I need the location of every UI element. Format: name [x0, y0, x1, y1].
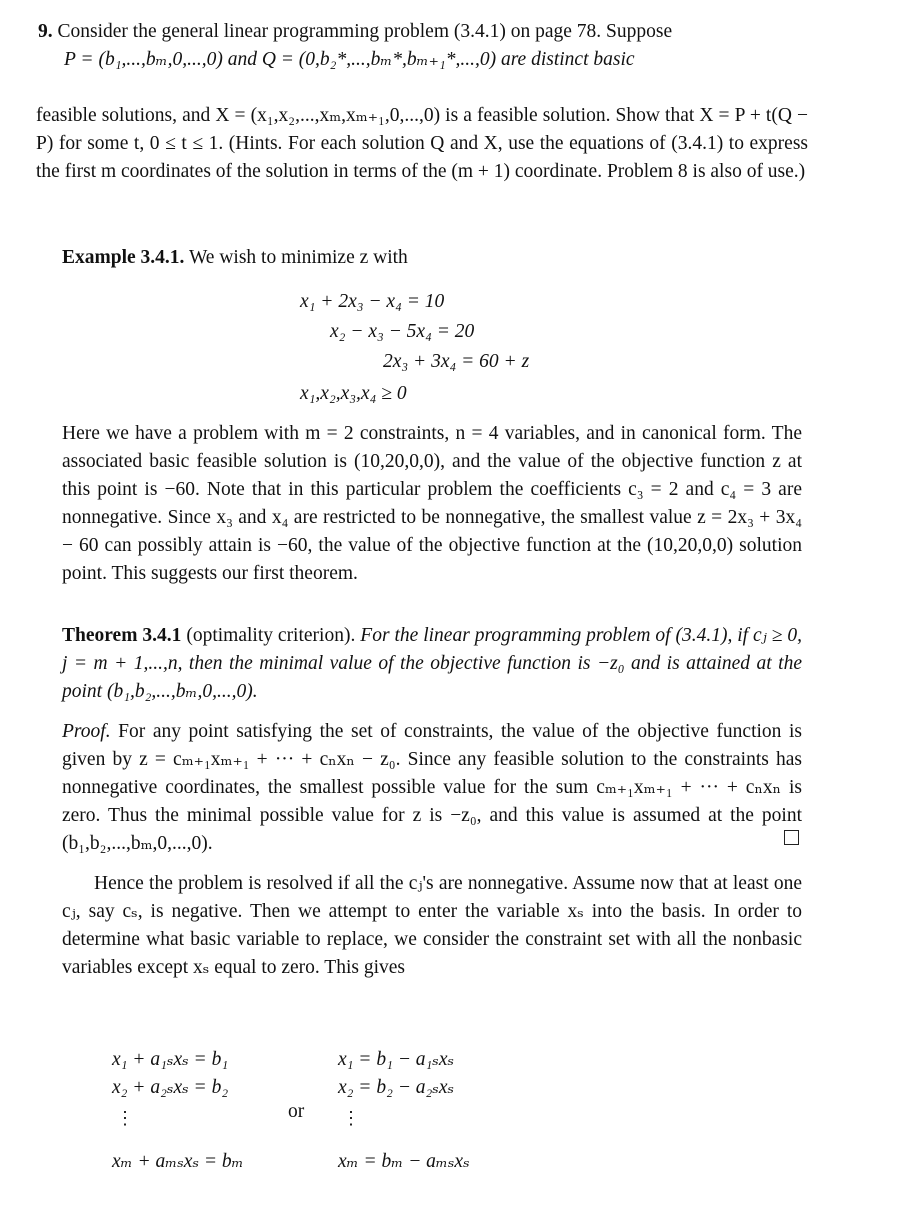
- example-paragraph: Here we have a problem with m = 2 constraints, n = 4 variables, and in canonical form. The associated basic feasible solution is (10,20,0,0), and the value of the objective function z at this point is −60. Note that in this particular problem the coefficients c₃ = 2 and c₄ = 3 are nonnegative. Since x₃ and x₄ are restricted to be nonnegative, the smallest value z = 2x₃ + 3x₄ − 60 can possibly attain is −60, the value of the objective function at the (10,20,0,0) solution point. This suggests our first theorem.: [62, 423, 802, 584]
- system-left-2: x₂ + a₂ₛxₛ = b₂: [112, 1077, 229, 1098]
- example-body: [62, 420, 802, 588]
- problem-9-header: [38, 18, 808, 74]
- system-or: or: [288, 1101, 305, 1122]
- example-heading: [62, 244, 808, 272]
- system-right-2: x₂ = b₂ − a₂ₛxₛ: [338, 1077, 455, 1098]
- system-left-m: xₘ + aₘₛxₛ = bₘ: [112, 1151, 244, 1172]
- proof-text: For any point satisfying the set of constraints, the value of the objective function is given by z = cₘ₊₁xₘ₊₁ + ··· + cₙxₙ − z₀. Since any feasible solution to the constraints has nonnegative coordinates, the smallest possible value for the sum cₘ₊₁xₘ₊₁ + ··· + cₙxₙ is zero. Thus the minimal possible value for z is −z₀, and this value is assumed at the point (b₁,b₂,...,bₘ,0,...,0).: [62, 721, 802, 854]
- equation-1: x₁ + 2x₃ − x₄ = 10: [300, 291, 445, 312]
- problem-9-paragraph: feasible solutions, and X = (x₁,x₂,...,xₘ,xₘ₊₁,0,...,0) is a feasible solution. Show that X = P + t(Q − P) for some t, 0 ≤ t ≤ 1. (Hints. For each solution Q and X, use the equations of (3.4.1) to express the first m coordinates of the solution in terms of the (m + 1) coordinate. Problem 8 is also of use.): [36, 105, 808, 182]
- continuation-paragraph: Hence the problem is resolved if all the cⱼ's are nonnegative. Assume now that at least one cⱼ, say cₛ, is negative. Then we attempt to enter the variable xₛ into the basis. In order to determine what basic variable to replace, we consider the constraint set with all the nonbasic variables except xₛ equal to zero. This gives: [62, 873, 802, 978]
- proof-label: Proof.: [62, 721, 111, 742]
- proof: [62, 718, 802, 858]
- example-intro: We wish to minimize z with: [188, 247, 408, 268]
- continuation: [62, 870, 802, 982]
- problem-9-line-1: Consider the general linear programming problem (3.4.1) on page 78. Suppose: [57, 21, 673, 42]
- theorem-title: (optimality criterion).: [186, 625, 356, 646]
- system-right-vdots: ⋮: [342, 1108, 360, 1128]
- system-right-1: x₁ = b₁ − a₁ₛxₛ: [338, 1049, 455, 1070]
- system-left-1: x₁ + a₁ₛxₛ = b₁: [112, 1049, 229, 1070]
- qed-symbol: [784, 830, 799, 845]
- nonnegativity-constraint: x₁,x₂,x₃,x₄ ≥ 0: [300, 383, 407, 404]
- example-label: Example 3.4.1.: [62, 247, 185, 268]
- problem-number: 9.: [38, 21, 53, 42]
- system-right-m: xₘ = bₘ − aₘₛxₛ: [338, 1151, 470, 1172]
- theorem: [62, 622, 802, 706]
- problem-9-line-2: P = (b₁,...,bₘ,0,...,0) and Q = (0,b₂*,...,bₘ*,bₘ₊₁*,...,0) are distinct basic: [64, 49, 635, 70]
- equation-3: 2x₃ + 3x₄ = 60 + z: [383, 351, 530, 372]
- equation-2: x₂ − x₃ − 5x₄ = 20: [330, 321, 475, 342]
- system-left-vdots: ⋮: [116, 1108, 134, 1128]
- theorem-statement: For the linear programming problem of (3.4.1), if cⱼ ≥ 0, j = m + 1,...,n, then the minimal value of the objective function is −z₀ and is attained at the point (b₁,b₂,...,bₘ,0,...,0).: [62, 625, 803, 702]
- theorem-label: Theorem 3.4.1: [62, 625, 182, 646]
- problem-9-continuation: [36, 102, 808, 186]
